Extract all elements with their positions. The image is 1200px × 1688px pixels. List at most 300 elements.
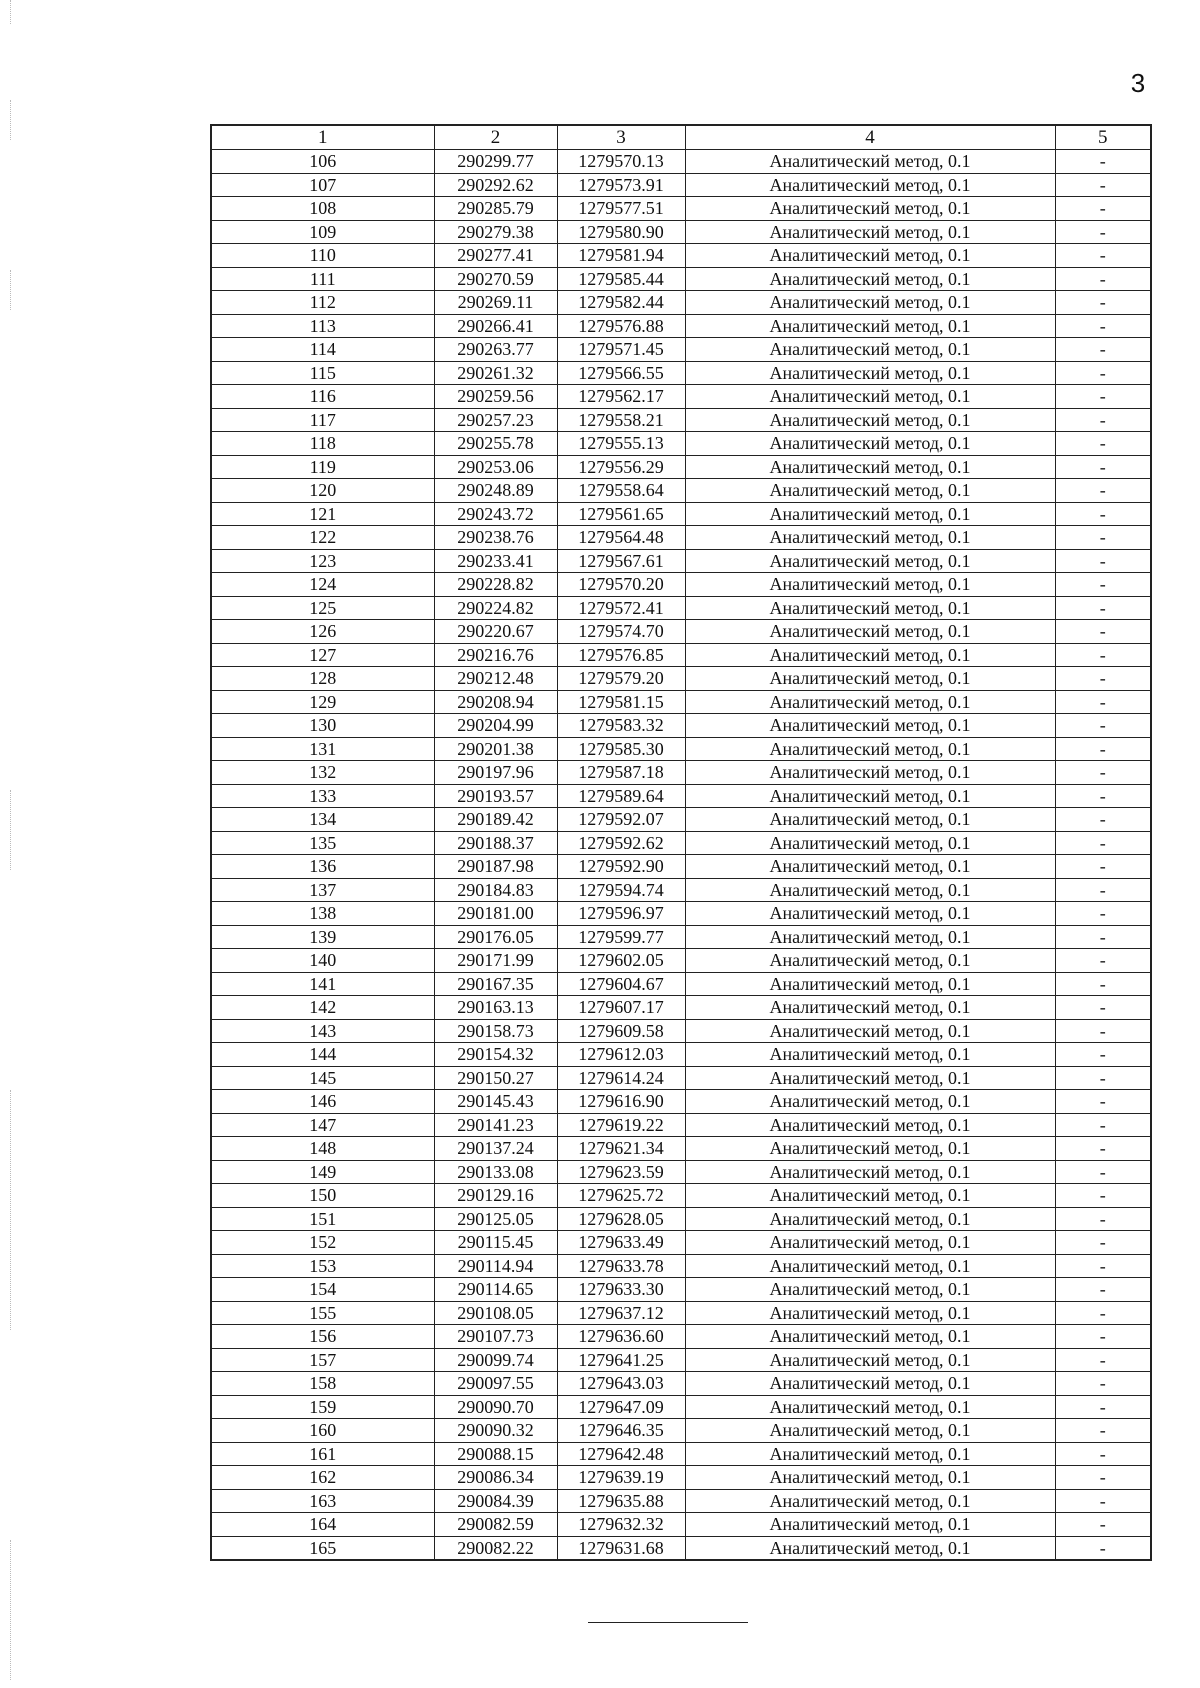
table-cell: 1279633.30	[557, 1278, 685, 1302]
table-cell: -	[1055, 620, 1151, 644]
table-cell: 1279643.03	[557, 1372, 685, 1396]
table-cell: 290201.38	[434, 737, 557, 761]
header-cell: 5	[1055, 125, 1151, 150]
table-cell: 154	[211, 1278, 434, 1302]
table-cell: -	[1055, 479, 1151, 503]
table-cell: 290261.32	[434, 361, 557, 385]
table-cell: Аналитический метод, 0.1	[685, 808, 1055, 832]
table-cell: 137	[211, 878, 434, 902]
table-row	[211, 244, 1151, 268]
table-cell: 290163.13	[434, 996, 557, 1020]
table-cell: -	[1055, 761, 1151, 785]
table-cell: 290233.41	[434, 549, 557, 573]
scan-mark	[10, 1090, 12, 1330]
table-cell: 290084.39	[434, 1489, 557, 1513]
table-row	[211, 432, 1151, 456]
table-row	[211, 150, 1151, 174]
table-cell: -	[1055, 1325, 1151, 1349]
table-cell: 126	[211, 620, 434, 644]
table-cell: 1279599.77	[557, 925, 685, 949]
table-cell: Аналитический метод, 0.1	[685, 1489, 1055, 1513]
table-cell: -	[1055, 949, 1151, 973]
table-cell: 1279607.17	[557, 996, 685, 1020]
table-header-row	[211, 125, 1151, 150]
table-cell: 1279592.07	[557, 808, 685, 832]
table-cell: 1279633.78	[557, 1254, 685, 1278]
table-cell: 290090.70	[434, 1395, 557, 1419]
table-cell: 1279583.32	[557, 714, 685, 738]
table-cell: 1279616.90	[557, 1090, 685, 1114]
table-cell: Аналитический метод, 0.1	[685, 1231, 1055, 1255]
table-cell: 1279632.32	[557, 1513, 685, 1537]
table-cell: 290292.62	[434, 173, 557, 197]
scan-mark	[10, 100, 12, 140]
table-cell: Аналитический метод, 0.1	[685, 972, 1055, 996]
table-cell: -	[1055, 1419, 1151, 1443]
table-cell: -	[1055, 432, 1151, 456]
table-cell: Аналитический метод, 0.1	[685, 1348, 1055, 1372]
table-cell: 108	[211, 197, 434, 221]
table-cell: 1279556.29	[557, 455, 685, 479]
table-row	[211, 1372, 1151, 1396]
table-cell: 110	[211, 244, 434, 268]
table-cell: 136	[211, 855, 434, 879]
table-cell: 115	[211, 361, 434, 385]
table-row	[211, 361, 1151, 385]
table-cell: Аналитический метод, 0.1	[685, 1184, 1055, 1208]
table-row	[211, 1489, 1151, 1513]
table-row	[211, 1160, 1151, 1184]
table-cell: -	[1055, 1254, 1151, 1278]
table-cell: 1279596.97	[557, 902, 685, 926]
table-row	[211, 197, 1151, 221]
table-cell: 145	[211, 1066, 434, 1090]
table-cell: 155	[211, 1301, 434, 1325]
table-cell: 1279571.45	[557, 338, 685, 362]
table-cell: Аналитический метод, 0.1	[685, 1278, 1055, 1302]
table-cell: Аналитический метод, 0.1	[685, 1419, 1055, 1443]
table-cell: 139	[211, 925, 434, 949]
table-cell: 1279562.17	[557, 385, 685, 409]
table-cell: Аналитический метод, 0.1	[685, 714, 1055, 738]
table-cell: 1279609.58	[557, 1019, 685, 1043]
table-cell: Аналитический метод, 0.1	[685, 173, 1055, 197]
table-row	[211, 643, 1151, 667]
table-cell: 290114.65	[434, 1278, 557, 1302]
table-cell: 290145.43	[434, 1090, 557, 1114]
table-cell: Аналитический метод, 0.1	[685, 596, 1055, 620]
table-cell: 1279574.70	[557, 620, 685, 644]
table-row	[211, 314, 1151, 338]
table-cell: -	[1055, 267, 1151, 291]
table-cell: 290107.73	[434, 1325, 557, 1349]
table-cell: Аналитический метод, 0.1	[685, 831, 1055, 855]
table-cell: Аналитический метод, 0.1	[685, 1090, 1055, 1114]
table-cell: 132	[211, 761, 434, 785]
table-cell: 1279594.74	[557, 878, 685, 902]
table-cell: 1279646.35	[557, 1419, 685, 1443]
table-cell: 149	[211, 1160, 434, 1184]
table-cell: Аналитический метод, 0.1	[685, 220, 1055, 244]
table-cell: 148	[211, 1137, 434, 1161]
table-cell: Аналитический метод, 0.1	[685, 902, 1055, 926]
table-cell: Аналитический метод, 0.1	[685, 526, 1055, 550]
table-cell: -	[1055, 1301, 1151, 1325]
table-row	[211, 385, 1151, 409]
table-cell: 1279581.15	[557, 690, 685, 714]
table-cell: Аналитический метод, 0.1	[685, 1301, 1055, 1325]
table-cell: 290228.82	[434, 573, 557, 597]
table-cell: Аналитический метод, 0.1	[685, 314, 1055, 338]
table-cell: 1279564.48	[557, 526, 685, 550]
table-row	[211, 667, 1151, 691]
table-cell: 290204.99	[434, 714, 557, 738]
table-cell: Аналитический метод, 0.1	[685, 925, 1055, 949]
table-cell: 290088.15	[434, 1442, 557, 1466]
table-cell: 290167.35	[434, 972, 557, 996]
table-cell: 1279635.88	[557, 1489, 685, 1513]
table-cell: 290216.76	[434, 643, 557, 667]
table-row	[211, 1301, 1151, 1325]
table-cell: Аналитический метод, 0.1	[685, 502, 1055, 526]
table-cell: 1279579.20	[557, 667, 685, 691]
table-cell: 133	[211, 784, 434, 808]
table-cell: 1279561.65	[557, 502, 685, 526]
table-cell: 1279628.05	[557, 1207, 685, 1231]
table-cell: 114	[211, 338, 434, 362]
table-cell: 1279576.85	[557, 643, 685, 667]
table-cell: 290259.56	[434, 385, 557, 409]
table-cell: Аналитический метод, 0.1	[685, 1442, 1055, 1466]
header-cell: 4	[685, 125, 1055, 150]
table-cell: 164	[211, 1513, 434, 1537]
table-row	[211, 1090, 1151, 1114]
table-cell: 290269.11	[434, 291, 557, 315]
table-cell: -	[1055, 338, 1151, 362]
table-cell: Аналитический метод, 0.1	[685, 667, 1055, 691]
bottom-rule	[588, 1622, 748, 1623]
table-cell: 290188.37	[434, 831, 557, 855]
table-cell: -	[1055, 1513, 1151, 1537]
table-cell: 1279602.05	[557, 949, 685, 973]
table-row	[211, 1513, 1151, 1537]
table-cell: Аналитический метод, 0.1	[685, 385, 1055, 409]
table-cell: 290208.94	[434, 690, 557, 714]
table-cell: 290082.59	[434, 1513, 557, 1537]
table-cell: -	[1055, 549, 1151, 573]
table-cell: 290171.99	[434, 949, 557, 973]
table-row	[211, 1231, 1151, 1255]
table-cell: -	[1055, 1466, 1151, 1490]
table-row	[211, 1348, 1151, 1372]
table-cell: -	[1055, 526, 1151, 550]
table-cell: -	[1055, 197, 1151, 221]
table-cell: 128	[211, 667, 434, 691]
table-cell: Аналитический метод, 0.1	[685, 479, 1055, 503]
table-cell: -	[1055, 667, 1151, 691]
table-cell: Аналитический метод, 0.1	[685, 1113, 1055, 1137]
table-cell: 135	[211, 831, 434, 855]
table-cell: 165	[211, 1536, 434, 1560]
table-cell: -	[1055, 455, 1151, 479]
table-cell: -	[1055, 1019, 1151, 1043]
table-cell: Аналитический метод, 0.1	[685, 338, 1055, 362]
table-cell: -	[1055, 902, 1151, 926]
table-cell: Аналитический метод, 0.1	[685, 620, 1055, 644]
table-cell: -	[1055, 173, 1151, 197]
table-row	[211, 949, 1151, 973]
table-cell: 138	[211, 902, 434, 926]
table-cell: -	[1055, 808, 1151, 832]
table-cell: Аналитический метод, 0.1	[685, 1395, 1055, 1419]
table-row	[211, 267, 1151, 291]
table-cell: -	[1055, 1231, 1151, 1255]
table-cell: 1279582.44	[557, 291, 685, 315]
table-cell: 290285.79	[434, 197, 557, 221]
table-cell: 1279592.62	[557, 831, 685, 855]
table-cell: 1279570.13	[557, 150, 685, 174]
table-cell: -	[1055, 1090, 1151, 1114]
table-row	[211, 784, 1151, 808]
table-cell: Аналитический метод, 0.1	[685, 949, 1055, 973]
table-cell: 1279621.34	[557, 1137, 685, 1161]
table-cell: -	[1055, 1536, 1151, 1560]
table-cell: Аналитический метод, 0.1	[685, 996, 1055, 1020]
table-row	[211, 690, 1151, 714]
table-cell: 1279576.88	[557, 314, 685, 338]
table-cell: 290097.55	[434, 1372, 557, 1396]
table-cell: 1279558.64	[557, 479, 685, 503]
table-cell: -	[1055, 1278, 1151, 1302]
table-cell: 290133.08	[434, 1160, 557, 1184]
table-cell: 290086.34	[434, 1466, 557, 1490]
table-row	[211, 596, 1151, 620]
table-cell: -	[1055, 996, 1151, 1020]
coordinates-table	[210, 124, 1152, 1561]
table-cell: -	[1055, 1348, 1151, 1372]
table-cell: 290279.38	[434, 220, 557, 244]
table-cell: 1279567.61	[557, 549, 685, 573]
table-cell: Аналитический метод, 0.1	[685, 455, 1055, 479]
table-cell: -	[1055, 502, 1151, 526]
table-cell: -	[1055, 291, 1151, 315]
table-cell: -	[1055, 385, 1151, 409]
table-cell: 1279572.41	[557, 596, 685, 620]
table-row	[211, 526, 1151, 550]
table-cell: 142	[211, 996, 434, 1020]
table-cell: Аналитический метод, 0.1	[685, 408, 1055, 432]
table-cell: 111	[211, 267, 434, 291]
table-row	[211, 1395, 1151, 1419]
table-row	[211, 220, 1151, 244]
table-cell: Аналитический метод, 0.1	[685, 1325, 1055, 1349]
table-cell: Аналитический метод, 0.1	[685, 573, 1055, 597]
table-cell: 127	[211, 643, 434, 667]
table-cell: 290243.72	[434, 502, 557, 526]
table-row	[211, 1113, 1151, 1137]
header-cell: 3	[557, 125, 685, 150]
table-row	[211, 1207, 1151, 1231]
table-cell: 1279585.44	[557, 267, 685, 291]
table-cell: 162	[211, 1466, 434, 1490]
table-cell: -	[1055, 737, 1151, 761]
table-cell: 158	[211, 1372, 434, 1396]
table-cell: 1279580.90	[557, 220, 685, 244]
table-cell: 125	[211, 596, 434, 620]
table-body	[211, 150, 1151, 1561]
table-cell: 290090.32	[434, 1419, 557, 1443]
table-row	[211, 1325, 1151, 1349]
table-cell: 290270.59	[434, 267, 557, 291]
table-cell: 147	[211, 1113, 434, 1137]
table-row	[211, 925, 1151, 949]
table-cell: Аналитический метод, 0.1	[685, 1536, 1055, 1560]
table-row	[211, 855, 1151, 879]
table-cell: 290253.06	[434, 455, 557, 479]
table-cell: 106	[211, 150, 434, 174]
table-cell: Аналитический метод, 0.1	[685, 761, 1055, 785]
table-row	[211, 455, 1151, 479]
table-row	[211, 878, 1151, 902]
table-cell: -	[1055, 855, 1151, 879]
table-cell: 290176.05	[434, 925, 557, 949]
table-cell: Аналитический метод, 0.1	[685, 737, 1055, 761]
table-row	[211, 831, 1151, 855]
table-cell: Аналитический метод, 0.1	[685, 1019, 1055, 1043]
table-cell: -	[1055, 244, 1151, 268]
table-row	[211, 1184, 1151, 1208]
table-cell: 290238.76	[434, 526, 557, 550]
table-cell: 290197.96	[434, 761, 557, 785]
table-cell: -	[1055, 1184, 1151, 1208]
table-cell: 290129.16	[434, 1184, 557, 1208]
table-cell: 290220.67	[434, 620, 557, 644]
table-cell: Аналитический метод, 0.1	[685, 1372, 1055, 1396]
table-cell: 1279555.13	[557, 432, 685, 456]
table-cell: 290158.73	[434, 1019, 557, 1043]
table-cell: Аналитический метод, 0.1	[685, 643, 1055, 667]
table-cell: 290299.77	[434, 150, 557, 174]
table-cell: Аналитический метод, 0.1	[685, 150, 1055, 174]
page-number: 3	[1130, 68, 1146, 98]
table-row	[211, 479, 1151, 503]
table-row	[211, 502, 1151, 526]
table-cell: 1279566.55	[557, 361, 685, 385]
table-cell: 131	[211, 737, 434, 761]
table-cell: -	[1055, 150, 1151, 174]
table-cell: -	[1055, 1137, 1151, 1161]
table-row	[211, 549, 1151, 573]
table-cell: 112	[211, 291, 434, 315]
table-cell: -	[1055, 690, 1151, 714]
table-cell: 113	[211, 314, 434, 338]
table-cell: 290082.22	[434, 1536, 557, 1560]
table-cell: -	[1055, 972, 1151, 996]
table-cell: 124	[211, 573, 434, 597]
table-cell: 129	[211, 690, 434, 714]
table-row	[211, 1278, 1151, 1302]
table-cell: -	[1055, 925, 1151, 949]
table-cell: 1279641.25	[557, 1348, 685, 1372]
table-cell: Аналитический метод, 0.1	[685, 1254, 1055, 1278]
table-cell: 123	[211, 549, 434, 573]
table-cell: -	[1055, 1066, 1151, 1090]
table-cell: 1279612.03	[557, 1043, 685, 1067]
table-row	[211, 902, 1151, 926]
table-cell: 1279604.67	[557, 972, 685, 996]
table-cell: 159	[211, 1395, 434, 1419]
table-cell: -	[1055, 1113, 1151, 1137]
table-cell: Аналитический метод, 0.1	[685, 267, 1055, 291]
table-cell: 1279573.91	[557, 173, 685, 197]
table-cell: Аналитический метод, 0.1	[685, 1066, 1055, 1090]
table-cell: Аналитический метод, 0.1	[685, 1137, 1055, 1161]
table-cell: 290150.27	[434, 1066, 557, 1090]
table-row	[211, 1043, 1151, 1067]
table-cell: 290108.05	[434, 1301, 557, 1325]
table-cell: 1279619.22	[557, 1113, 685, 1137]
table-cell: 161	[211, 1442, 434, 1466]
table-cell: 1279625.72	[557, 1184, 685, 1208]
table-cell: 1279589.64	[557, 784, 685, 808]
table-cell: -	[1055, 714, 1151, 738]
table-cell: 1279636.60	[557, 1325, 685, 1349]
table-row	[211, 408, 1151, 432]
table-cell: 134	[211, 808, 434, 832]
table-cell: 1279633.49	[557, 1231, 685, 1255]
table-cell: 152	[211, 1231, 434, 1255]
table-cell: Аналитический метод, 0.1	[685, 291, 1055, 315]
table-cell: -	[1055, 314, 1151, 338]
table-row	[211, 620, 1151, 644]
table-cell: 130	[211, 714, 434, 738]
table-cell: 290248.89	[434, 479, 557, 503]
table-cell: 109	[211, 220, 434, 244]
table-cell: -	[1055, 784, 1151, 808]
table-cell: 1279637.12	[557, 1301, 685, 1325]
table-cell: 140	[211, 949, 434, 973]
table-cell: 120	[211, 479, 434, 503]
table-cell: 1279631.68	[557, 1536, 685, 1560]
table-cell: 290125.05	[434, 1207, 557, 1231]
table-cell: 290141.23	[434, 1113, 557, 1137]
table-row	[211, 1019, 1151, 1043]
table-cell: 1279570.20	[557, 573, 685, 597]
table-cell: 290099.74	[434, 1348, 557, 1372]
table-cell: 290257.23	[434, 408, 557, 432]
table-cell: Аналитический метод, 0.1	[685, 1160, 1055, 1184]
table-row	[211, 714, 1151, 738]
table-cell: 290263.77	[434, 338, 557, 362]
scan-margin-marks	[10, 0, 12, 1688]
table-cell: 290212.48	[434, 667, 557, 691]
table-cell: 1279614.24	[557, 1066, 685, 1090]
table-row	[211, 1466, 1151, 1490]
scan-mark	[10, 790, 12, 870]
table-cell: -	[1055, 361, 1151, 385]
table-row	[211, 291, 1151, 315]
table-cell: 141	[211, 972, 434, 996]
table-cell: 290277.41	[434, 244, 557, 268]
table-cell: 121	[211, 502, 434, 526]
table-cell: Аналитический метод, 0.1	[685, 690, 1055, 714]
table-row	[211, 1137, 1151, 1161]
table-cell: Аналитический метод, 0.1	[685, 1207, 1055, 1231]
table-row	[211, 996, 1151, 1020]
table-cell: 1279558.21	[557, 408, 685, 432]
table-cell: 1279639.19	[557, 1466, 685, 1490]
table-cell: -	[1055, 1489, 1151, 1513]
